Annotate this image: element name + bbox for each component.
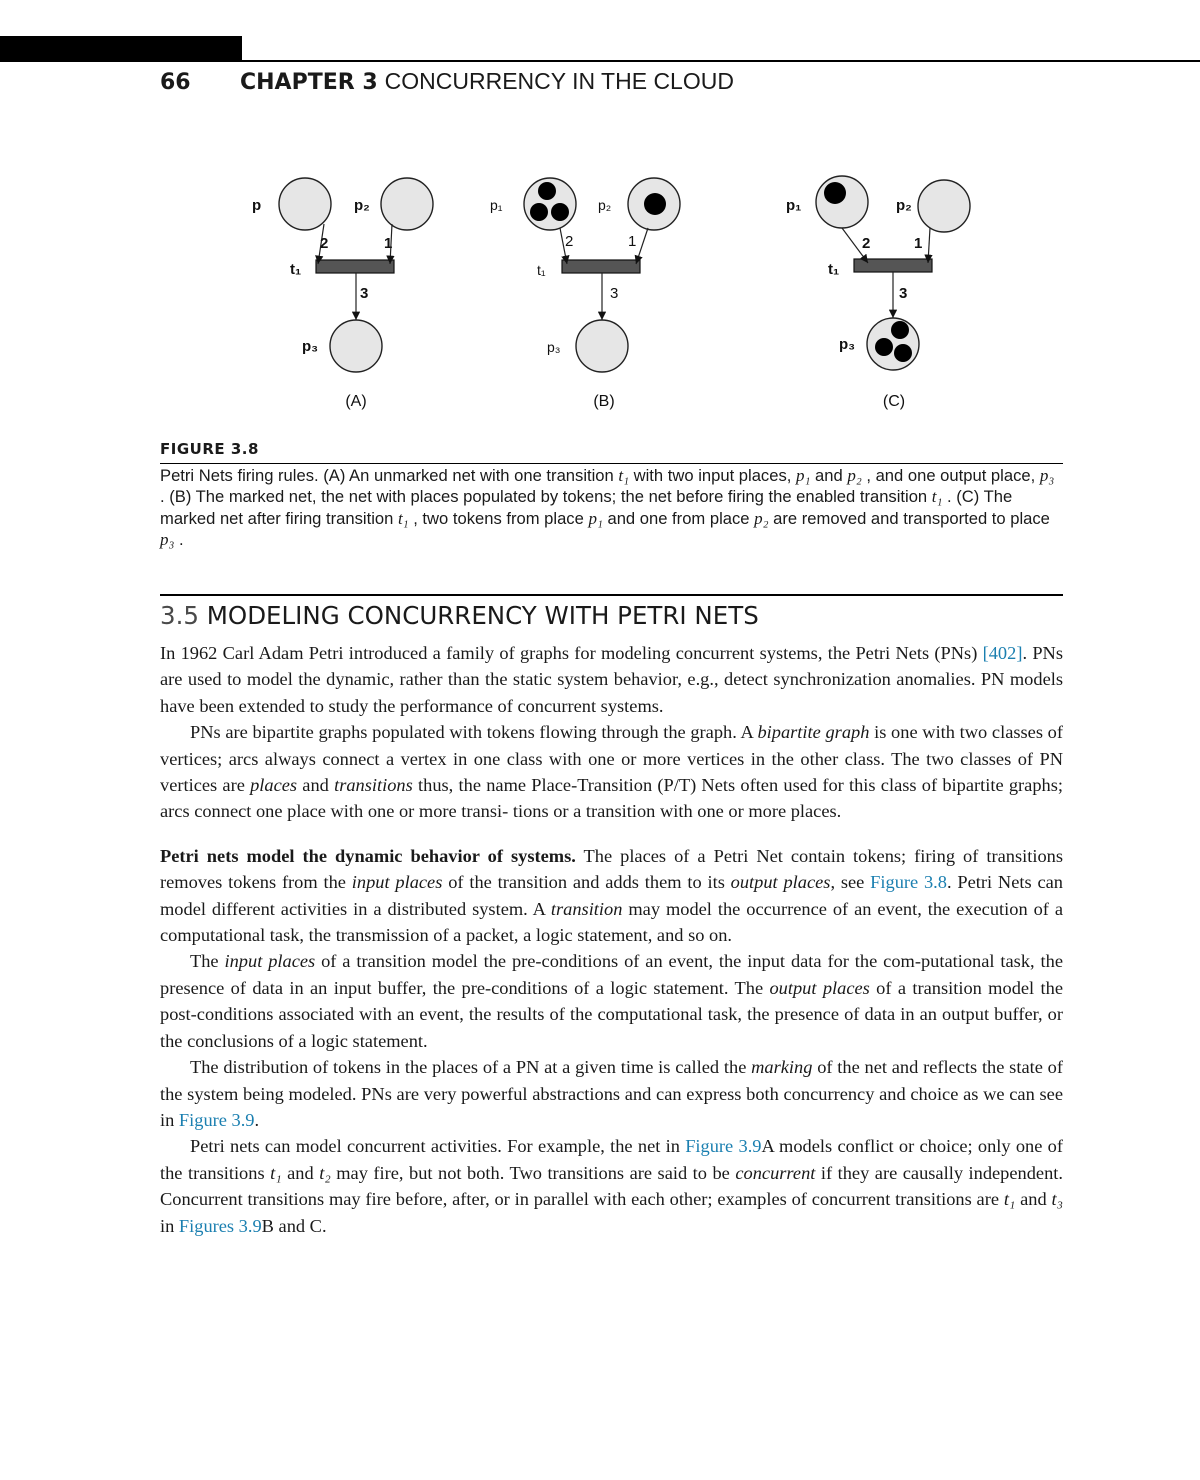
paragraph-1: In 1962 Carl Adam Petri introduced a family of graphs for modeling concurrent systems, the Petri Nets (PNs) [402]. PNs are used to model the dynamic, rather than the static system behavior, e.g., detect synchronization anomalies. PN models have been extended to study the performance of concurrent systems. <box>160 643 1063 716</box>
figure-link[interactable]: Figures 3.9 <box>178 1215 262 1236</box>
weight-in2-b: 1 <box>628 233 637 250</box>
arc-p2-t1-b <box>636 228 648 264</box>
place-label-p1-a: p <box>252 197 262 214</box>
figure-label: FIGURE 3.8 <box>160 440 259 458</box>
token <box>894 344 912 362</box>
weight-out-b: 3 <box>610 285 619 302</box>
weight-in1-a: 2 <box>320 235 329 252</box>
header-rule <box>242 60 1200 62</box>
place-p3-a <box>330 320 382 372</box>
place-label-p2-b: p₂ <box>598 197 612 213</box>
token <box>551 203 569 221</box>
figure-link[interactable]: Figure 3.9 <box>685 1136 762 1157</box>
token <box>530 203 548 221</box>
paragraph-2: PNs are bipartite graphs populated with tokens flowing through the graph. A bipartite graph is one with two classes of vertices; arcs always connect a vertex in one class with one or more vertices in the other class. The two classes of PN vertices are places and transitions thus, the name Place-Transition (P/T) Nets often used for this class of bipartite graphs; arcs connect one place with one or more transi- tions or a transition with one or more places. <box>160 722 1063 822</box>
caption-rule <box>160 463 1063 464</box>
section-rule <box>160 594 1063 596</box>
figure-link[interactable]: Figure 3.8 <box>870 872 947 893</box>
petri-net-figure <box>0 160 1200 420</box>
place-label-p2-a: p₂ <box>354 197 370 214</box>
place-label-p2-c: p₂ <box>896 197 912 214</box>
section-title: MODELING CONCURRENCY WITH PETRI NETS <box>206 601 759 630</box>
transition-label-a: t₁ <box>290 261 302 278</box>
run-in-heading: Petri nets model the dynamic behavior of systems. <box>160 845 576 866</box>
place-label-p3-a: p₃ <box>302 338 319 355</box>
transition-t1-a <box>316 260 394 273</box>
panel-b <box>490 178 680 410</box>
weight-in1-c: 2 <box>862 235 871 252</box>
place-label-p1-b: p₁ <box>490 197 503 213</box>
token <box>875 338 893 356</box>
token <box>824 182 846 204</box>
place-label-p1-c: p₁ <box>786 197 802 214</box>
token <box>891 321 909 339</box>
transition-label-c: t₁ <box>828 261 840 278</box>
weight-in1-b: 2 <box>565 233 574 250</box>
figure-caption: Petri Nets firing rules. (A) An unmarked net with one transition t₁ with two input places, p₁ and p₂ , and one output place, p₃ . (B) The marked net, the net with places populated by tokens; the net before firing the enabled transition t₁ . (C) The marked net after firing transition t₁ , two tokens from place p₁ and one from place p₂ are removed and transported to place p₃ . <box>160 466 1055 550</box>
citation-link[interactable]: [402] <box>982 643 1023 663</box>
body-text <box>160 640 1063 1239</box>
header-black-bar <box>0 36 242 62</box>
place-p1-a <box>279 178 331 230</box>
place-p2-c <box>918 180 970 232</box>
paragraph-4: The input places of a transition model the pre-conditions of an event, the input data for the com-putational task, the presence of data in an input buffer, the pre-conditions of a logic statement. The output places of a transition model the post-conditions associated with an event, the results of the computational task, the presence of data in an output buffer, or the conclusions of a logic statement. <box>160 951 1063 1051</box>
weight-in2-a: 1 <box>384 235 393 252</box>
weight-in2-c: 1 <box>914 235 923 252</box>
weight-out-a: 3 <box>360 285 369 302</box>
transition-t1-b <box>562 260 640 273</box>
page-number: 66 <box>160 70 191 95</box>
panel-label-c: (C) <box>882 393 906 410</box>
panel-a <box>252 178 433 410</box>
panel-c <box>786 176 970 410</box>
place-label-p3-c: p₃ <box>839 336 856 353</box>
weight-out-c: 3 <box>899 285 908 302</box>
panel-label-b: (B) <box>593 393 615 410</box>
place-p3-b <box>576 320 628 372</box>
figure-link[interactable]: Figure 3.9 <box>178 1109 255 1130</box>
running-head <box>160 68 734 95</box>
place-p1-c <box>816 176 868 228</box>
token <box>538 182 556 200</box>
section-number: 3.5 <box>160 601 199 630</box>
section-heading <box>160 601 759 630</box>
chapter-title: CONCURRENCY IN THE CLOUD <box>384 68 734 94</box>
paragraph-5: The distribution of tokens in the places of a PN at a given time is called the marking of the net and reflects the state of the system being modeled. PNs are very powerful abstractions and can express both concurrency and choice as we can see in Figure 3.9. <box>160 1057 1063 1130</box>
token <box>644 193 666 215</box>
arc-p2-t1-c <box>928 228 930 263</box>
place-p2-a <box>381 178 433 230</box>
transition-label-b: t₁ <box>537 262 546 278</box>
transition-t1-c <box>854 259 932 272</box>
place-label-p3-b: p₃ <box>547 339 561 355</box>
paragraph-6: Petri nets can model concurrent activities. For example, the net in Figure 3.9A models conflict or choice; only one of the transitions t₁ and t₂ may fire, but not both. Two transitions are said to be concurrent if they are causally independent. Concurrent transitions may fire before, after, or in parallel with each other; examples of concurrent transitions are t₁ and t₃ in Figures 3.9B and C. <box>160 1136 1064 1236</box>
paragraph-3: Petri nets model the dynamic behavior of systems. The places of a Petri Net contain tokens; firing of transitions removes tokens from the input places of the transition and adds them to its output places, see Figure 3.8. Petri Nets can model different activities in a distributed system. A transition may model the occurrence of an event, the execution of a computational task, the transmission of a packet, a logic statement, and so on. <box>160 845 1063 946</box>
panel-label-a: (A) <box>345 393 367 410</box>
chapter-label: CHAPTER 3 <box>240 70 378 95</box>
